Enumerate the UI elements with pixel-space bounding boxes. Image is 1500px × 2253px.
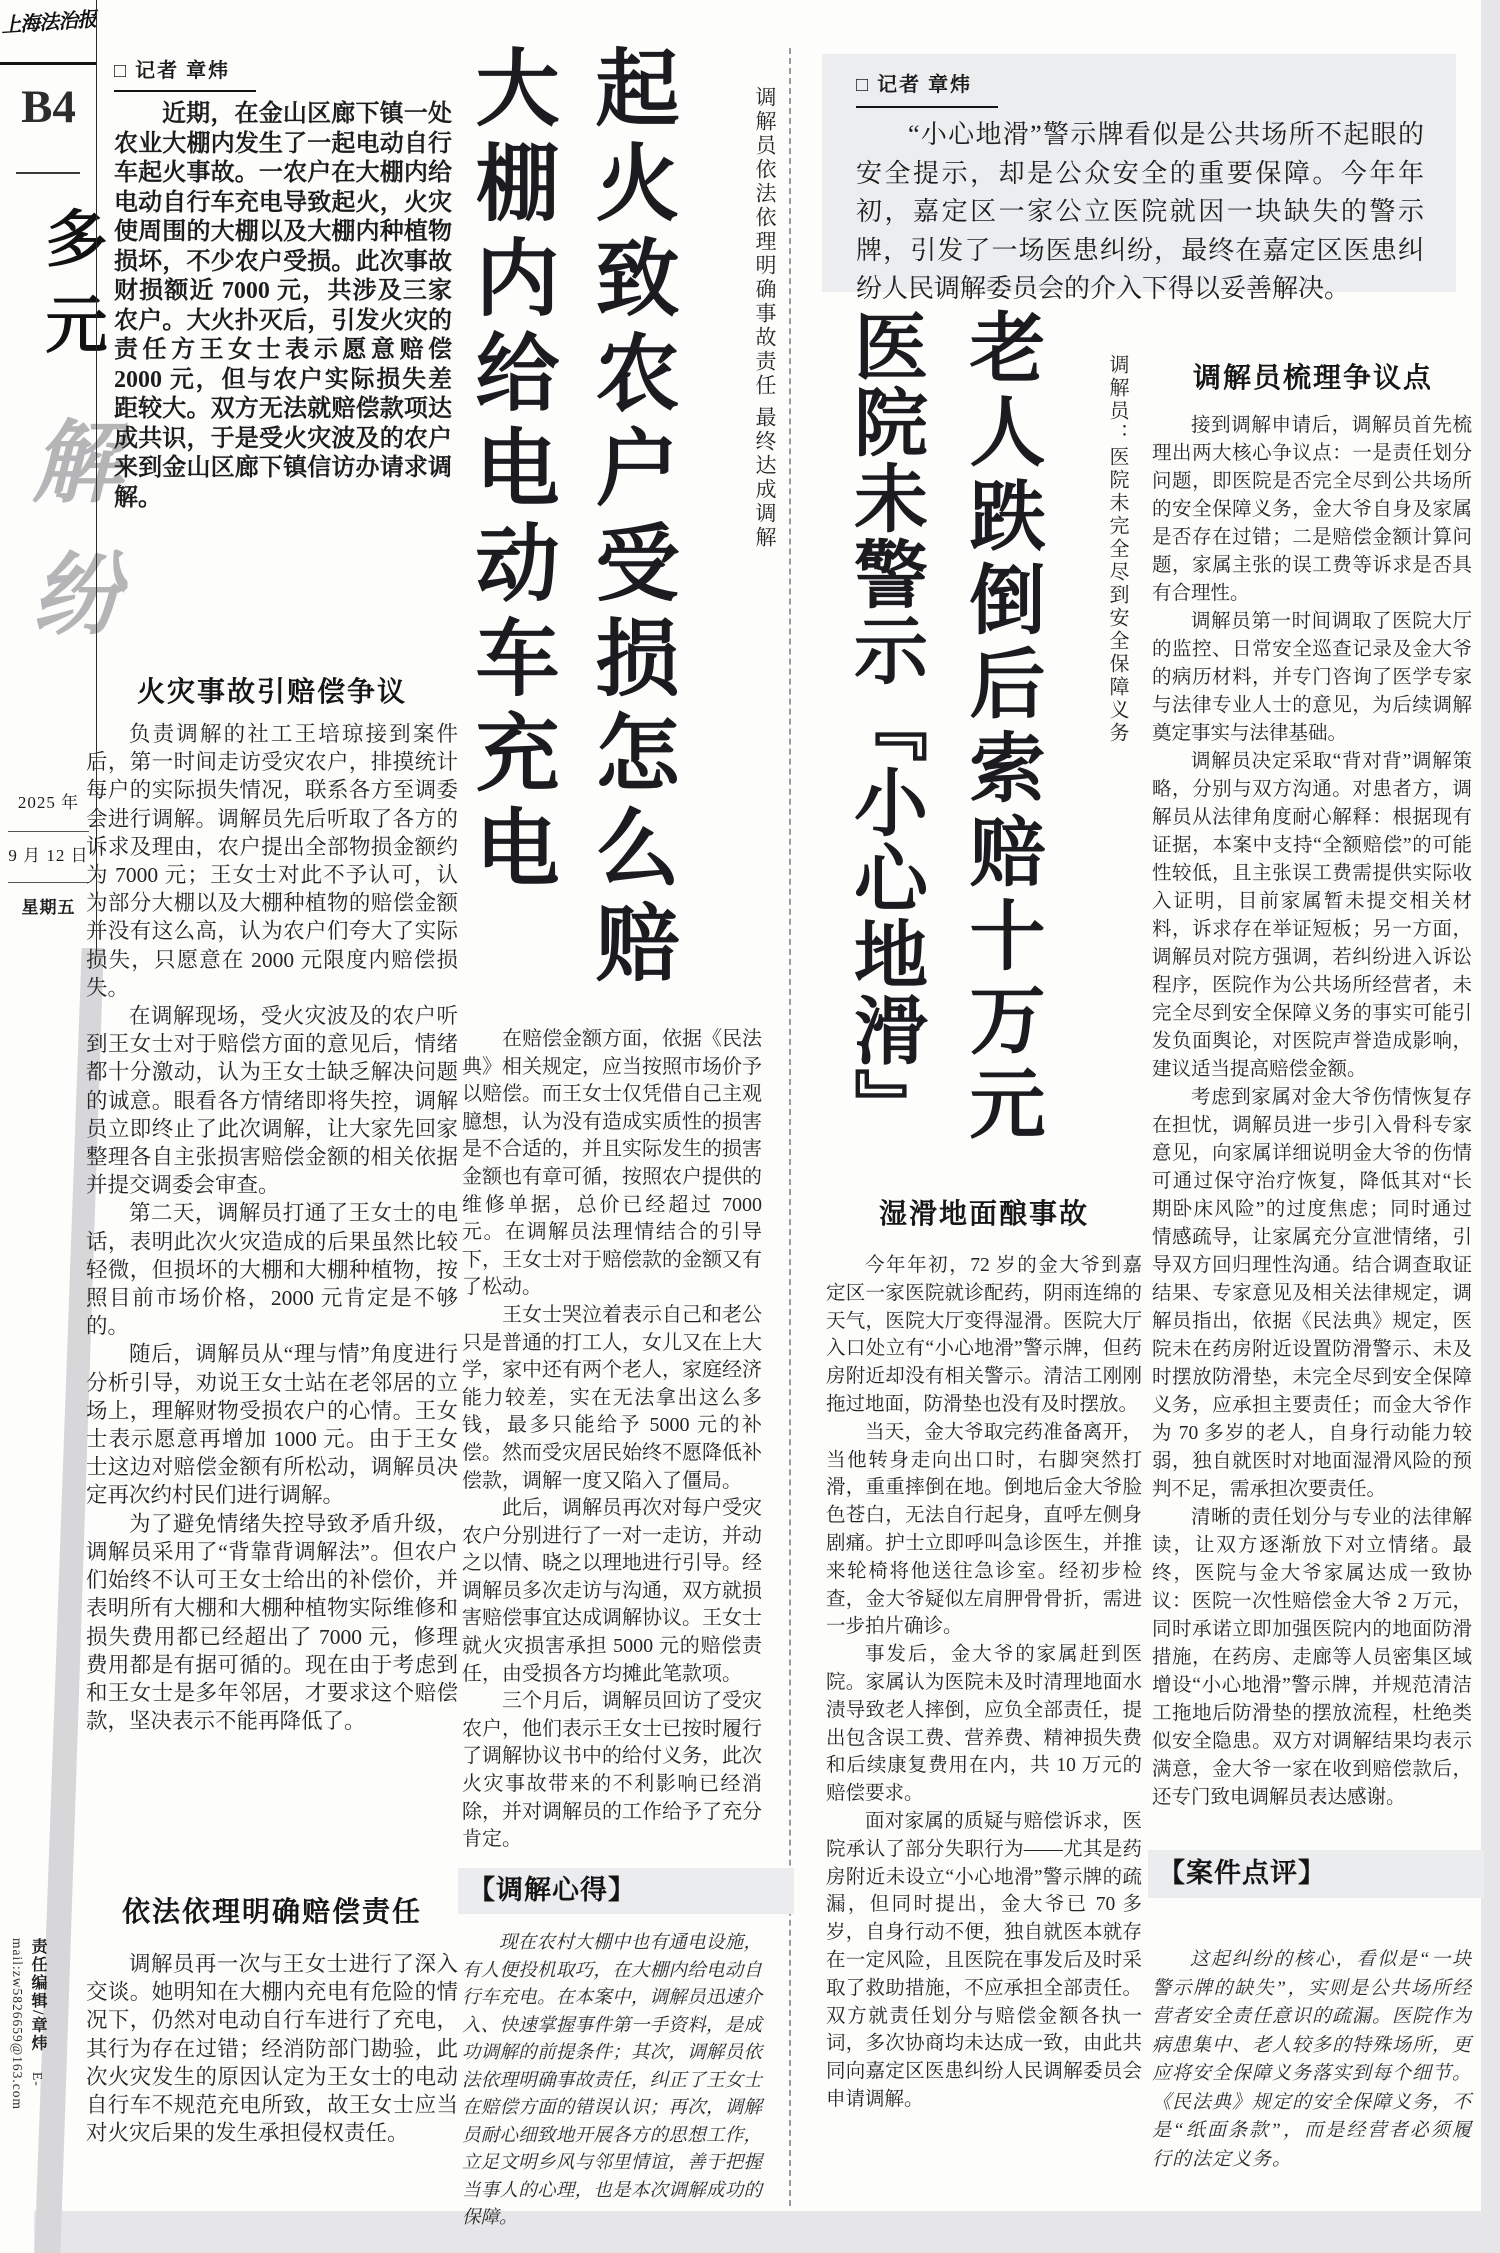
reporter-rule xyxy=(856,106,998,108)
body-paragraph: 调解员第一时间调取了医院大厅的监控、日常安全巡查记录及金大爷的病历材料，并专门咨询了医学专家与法律专业人士的意见，为后续调解奠定事实与法律基础。 xyxy=(1152,611,1472,744)
body-paragraph: 三个月后，调解员回访了受灾农户，他们表示王女士已按时履行了调解协议书中的给付义务，此次火灾事故带来的不利影响已经消除，并对调解员的工作给予了充分肯定。 xyxy=(462,1690,762,1851)
article-fire-section1-body xyxy=(86,720,458,1735)
case-comment-header: 【案件点评】 xyxy=(1148,1850,1484,1898)
body-paragraph: 此后，调解员再次对每户受灾农户分别进行了一对一走访，并动之以情、晓之以理地进行引导。经调解员多次走访与沟通，双方就损害赔偿事宜达成调解协议。王女士就火灾损害承担 5000 元的赔偿责任，由受损各方均摊此笔款项。 xyxy=(462,1497,762,1685)
body-paragraph: 面对家属的质疑与赔偿诉求，医院承认了部分失职行为——尤其是药房附近未设立“小心地滑”警示牌的疏漏，但同时提出，金大爷已 70 多岁，自身行动不便，独自就医本就存在一定风险，且医院在事发后及时采取了救助措施，不应承担全部责任。双方就责任划分与赔偿金额各执一词，多次协商均未达成一致，由此共同向嘉定区医患纠纷人民调解委员会申请调解。 xyxy=(826,1810,1142,2110)
body-paragraph: 调解员再一次与王女士进行了深入交谈。她明知在大棚内充电有危险的情况下，仍然对电动自行车进行了充电，其行为存在过错；经消防部门勘验，此次火灾发生的原因认定为王女士的电动自行车不规范充电所致，故王女士应当对火灾后果的发生承担侵权责任。 xyxy=(86,1952,458,2146)
body-paragraph: 为了避免情绪失控导致矛盾升级，调解员采用了“背靠背调解法”。但农户们始终不认可王女士给出的补偿价，并表明所有大棚和大棚种植物实际维修和损失费用都已经超出了 7000 元，修理费用都是有据可循的。现在由于考虑到和王女士是多年邻居，才要求这个赔偿款，坚决表示不能再降低了。 xyxy=(86,1511,458,1734)
body-paragraph: 第二天，调解员打通了王女士的电话，表明此次火灾造成的后果虽然比较轻微，但损坏的大棚和大棚种植物，按照目前市场价格，2000 元肯定是不够的。 xyxy=(86,1201,458,1339)
editor-name: 责任编辑/章炜 xyxy=(29,1938,46,2053)
body-paragraph: 事发后，金大爷的家属赶到医院。家属认为医院未及时清理地面水渍导致老人摔倒，应负全部责任，提出包含误工费、营养费、精神损失费和后续康复费用在内，共 10 万元的赔偿要求。 xyxy=(826,1644,1142,1805)
body-paragraph: 调解员决定采取“背对背”调解策略，分别与双方沟通。对患者方，调解员从法律角度耐心解释：根据现有证据，本案中支持“全额赔偿”的可能性较低，且主张误工费需提供实际收入证明，目前家属暂未提交相关材料，诉求存在举证短板；另一方面，调解员对院方强调，若纠纷进入诉讼程序，医院作为公共场所经营者，未完全尽到安全保障义务的事实可能引发负面舆论，对医院声誉造成影响，建议适当提高赔偿金额。 xyxy=(1152,751,1472,1080)
body-paragraph: 在调解现场，受火灾波及的农户听到王女士对于赔偿方面的意见后，情绪都十分激动，认为王女士缺乏解决问题的诚意。眼看各方情绪即将失控，调解员立即终止了此次调解，让大家先回家整理各自主张损害赔偿金额的相关依据并提交调委会审查。 xyxy=(86,1004,458,1198)
editor-byline xyxy=(8,1938,49,2238)
article-hospital-column-left xyxy=(826,1160,1142,2200)
mediation-notes-text: 现在农村大棚中也有通电设施，有人便投机取巧，在大棚内给电动自行车充电。在本案中，调解员迅速介入、快速掌握事件第一手资料，是成功调解的前提条件；其次，调解员依法依理明确事故责任，纠正了王女士在赔偿方面的错误认识；再次，调解员耐心细致地开展各方的思想工作，立足文明乡风与邻里情谊，善于把握当事人的心理，也是本次调解成功的保障。 xyxy=(462,1933,762,2228)
section-title-fire-dispute: 火灾事故引赔偿争议 xyxy=(136,675,407,708)
body-paragraph: 王女士哭泣着表示自己和老公只是普通的打工人，女儿又在上大学，家中还有两个老人，家庭经济能力较差，实在无法拿出这么多钱，最多只能给予 5000 元的补偿。然而受灾居民始终不愿降低补偿款，调解一度又陷入了僵局。 xyxy=(462,1303,762,1492)
article-hospital-intro-box xyxy=(822,54,1456,303)
body-paragraph: 负责调解的社工王培琼接到案件后，第一时间走访受灾农户，排摸统计每户的实际损失情况，联系各方至调委会进行调解。调解员先后听取了各方的诉求及理由，农户提出全部物损金额约为 7000 元；王女士对此不予认可，认为部分大棚以及大棚种植物的赔偿金额并没有这么高，认为农户们夸大了实际损失，只愿意在 2000 元限度内赔偿损失。 xyxy=(86,722,458,1000)
newspaper-logo: 上海法治报 xyxy=(0,6,97,38)
headline-fire-line-2: 起火致农户受损怎么赔 xyxy=(582,44,681,994)
headline-fire-subtitle: 调解员依法依理明确事故责任 最终达成调解 xyxy=(753,86,777,551)
masthead xyxy=(0,0,122,960)
masthead-weekday: 星期五 xyxy=(21,898,76,917)
masthead-date-monthday: 9 月 12 日 xyxy=(8,846,89,865)
article-fire-section2-body xyxy=(86,1950,458,2147)
headline-hospital-subtitle: 调解员：医院未完全尽到安全保障义务 xyxy=(1106,354,1128,745)
article-hospital-column-right xyxy=(1152,350,1474,2250)
article-hospital-right-body xyxy=(1152,412,1472,1812)
masthead-date-year: 2025 年 xyxy=(17,793,80,812)
mediation-notes-header: 【调解心得】 xyxy=(458,1868,794,1914)
masthead-date-rule xyxy=(8,882,89,883)
article-hospital-left-body xyxy=(826,1252,1142,2114)
article-hospital-headline xyxy=(840,308,1140,1158)
masthead-column-title-top: 多元 xyxy=(36,206,104,378)
body-paragraph: 在赔偿金额方面，依据《民法典》相关规定，应当按照市场价予以赔偿。而王女士仅凭借自己主观臆想，认为没有造成实质性的损害是不合适的，并且实际发生的损害金额也有章可循，按照农户提供的维修单据，总价已经超过 7000 元。在调解员法理情结合的引导下，王女士对于赔偿款的金额又有了松动。 xyxy=(462,1028,762,1299)
headline-hospital-line-1: 医院未警示『小心地滑』 xyxy=(842,308,928,1144)
body-paragraph: 考虑到家属对金大爷伤情恢复存在担忧，调解员进一步引入骨科专家意见，向家属详细说明金大爷的伤情可通过保守治疗恢复，降低其对“长期卧床风险”的过度焦虑；同时通过情感疏导，让家属充分宣泄情绪，引导双方回归理性沟通。结合调查取证结果、专家意见及相关法律规定，调解员指出，依据《民法典》规定，医院未在药房附近设置防滑警示、未及时摆放防滑垫，未完全尽到安全保障义务，应承担主要责任；而金大爷作为 70 多岁的老人，自身行动能力较弱，独自就医时对地面湿滑风险的预判不足，需承担次要责任。 xyxy=(1152,1087,1472,1500)
page-number: B4 xyxy=(21,81,76,133)
reporter-byline: □ 记者 章炜 xyxy=(114,60,231,82)
masthead-column-title-bottom: 解纷 xyxy=(16,415,122,679)
article-fire-column-2 xyxy=(462,0,784,2253)
headline-fire-line-1: 大棚内给电动车充电 xyxy=(462,44,561,899)
reporter-rule xyxy=(114,90,256,92)
article-hospital-intro: “小心地滑”警示牌看似是公共场所不起眼的安全提示，却是公众安全的重要保障。今年年初，嘉定区一家公立医院就因一块缺失的警示牌，引发了一场医患纠纷，最终在嘉定区医患纠纷人民调解委员会的介入下得以妥善解决。 xyxy=(856,120,1424,303)
case-comment-text: 这起纠纷的核心，看似是“一块警示牌的缺失”，实则是公共场所经营者安全责任意识的疏漏。医院作为病患集中、老人较多的特殊场所，更应将安全保障义务落实到每个细节。《民法典》规定的安全保障义务，不是“纸面条款”，而是经营者必须履行的法定义务。 xyxy=(1152,1949,1473,2170)
reporter-byline: □ 记者 章炜 xyxy=(856,74,973,96)
body-paragraph: 今年年初，72 岁的金大爷到嘉定区一家医院就诊配药，阴雨连绵的天气，医院大厅变得湿滑。医院大厅入口处立有“小心地滑”警示牌，但药房附近却没有相关警示。清洁工刚刚拖过地面，防滑垫也没有及时摆放。 xyxy=(826,1255,1142,1415)
masthead-date-rule xyxy=(8,831,89,832)
editor-email: E-mail:zw5826659@163.com xyxy=(10,1938,45,2111)
section-title-wet-floor: 湿滑地面酿事故 xyxy=(878,1197,1089,1230)
masthead-rule xyxy=(0,62,97,65)
section-title-dispute-points: 调解员梳理争议点 xyxy=(1192,361,1433,394)
body-paragraph: 当天，金大爷取完药准备离开，当他转身走向出口时，右脚突然打滑，重重摔倒在地。倒地后金大爷脸色苍白，无法自行起身，直呼左侧身剧痛。护士立即呼叫急诊医生，并推来轮椅将他送往急诊室。经初步检查，金大爷疑似左肩胛骨骨折，需进一步拍片确诊。 xyxy=(826,1421,1142,1638)
page-right-edge-band xyxy=(1481,0,1500,2253)
article-fire-intro: 近期，在金山区廊下镇一处农业大棚内发生了一起电动自行车起火事故。一农户在大棚内给电动自行车充电导致起火，火灾使周围的大棚以及大棚内种植物损坏，不少农户受损。此次事故财损额近 7000 元，共涉及三家农户。大火扑灭后，引发火灾的责任方王女士表示愿意赔偿 2000 元，但与农户实际损失差距较大。双方无法就赔偿款项达成共识，于是受火灾波及的农户来到金山区廊下镇信访办请求调解。 xyxy=(114,101,452,511)
masthead-rule-short xyxy=(16,172,80,174)
headline-hospital-line-2: 老人跌倒后索赔十万元 xyxy=(957,308,1046,1148)
section-title-liability: 依法依理明确赔偿责任 xyxy=(121,1895,422,1928)
body-paragraph: 接到调解申请后，调解员首先梳理出两大核心争议点：一是责任划分问题，即医院是否完全尽到公共场所的安全保障义务，金大爷自身及家属是否存在过错；二是赔偿金额计算问题，家属主张的误工费等诉求是否具有合理性。 xyxy=(1152,415,1472,604)
body-paragraph: 随后，调解员从“理与情”角度进行分析引导，劝说王女士站在老邻居的立场上，理解财物受损农户的心情。王女士表示愿意再增加 1000 元。由于王女士这边对赔偿金额有所松动，调解员决定再次约村民们进行调解。 xyxy=(86,1342,458,1508)
article-fire-column-1 xyxy=(86,52,458,2212)
body-paragraph: 清晰的责任划分与专业的法律解读，让双方逐渐放下对立情绪。最终，医院与金大爷家属达成一致协议：医院一次性赔偿金大爷 2 万元，同时承诺立即加强医院内的地面防滑措施，在药房、走廊等人员密集区域增设“小心地滑”警示牌，并规范清洁工拖地后防滑垫的摆放流程，杜绝类似安全隐患。双方对调解结果均表示满意，金大爷一家在收到赔偿款后，还专门致电调解员表达感谢。 xyxy=(1152,1507,1472,1808)
article-fire-column2-body xyxy=(462,1026,762,1854)
